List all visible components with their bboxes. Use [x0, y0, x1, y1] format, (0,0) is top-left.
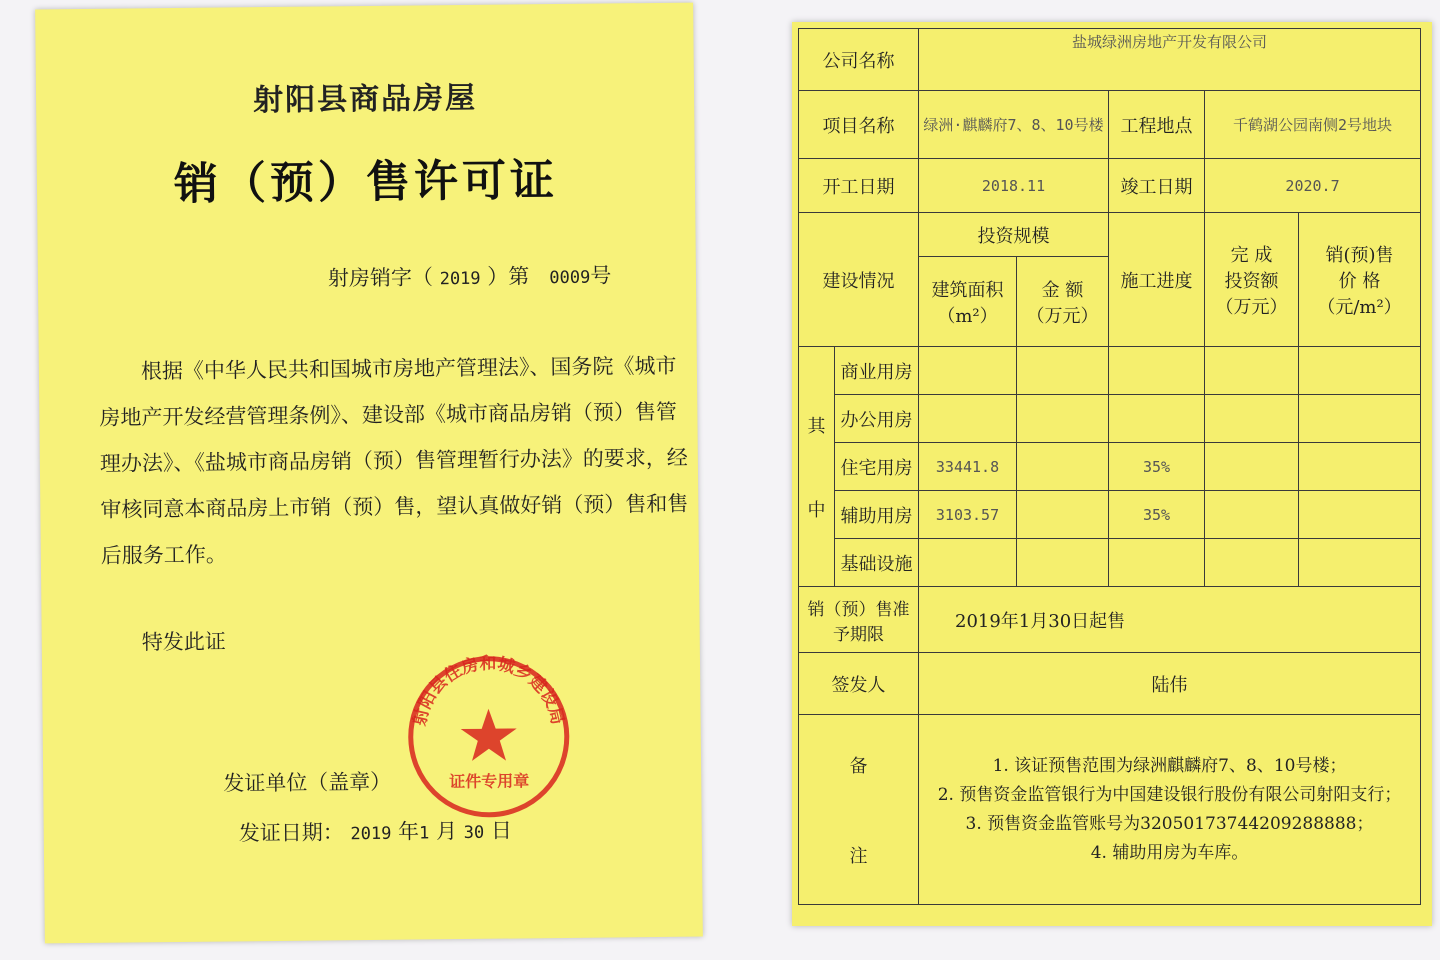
certificate-serial-number — [328, 259, 612, 292]
area-header-unit: （m²） — [937, 305, 998, 327]
seal-bottom-text: 证件专用章 — [449, 771, 530, 792]
issue-date-month: 1 — [419, 823, 430, 844]
row-done-infrastructure — [1205, 539, 1299, 587]
table-row — [799, 395, 1421, 443]
row-price-office — [1299, 395, 1421, 443]
amount-header-unit: （万元） — [1026, 305, 1099, 327]
row-area-infrastructure — [919, 539, 1017, 587]
table-row — [799, 91, 1421, 159]
row-progress-commercial — [1109, 347, 1205, 395]
row-progress-residential: 35% — [1109, 443, 1205, 491]
invest-scale-header: 投资规模 — [919, 213, 1109, 257]
done-invest-header-line1: 完 成 — [1230, 244, 1273, 266]
amount-header-label: 金 额 — [1041, 279, 1084, 301]
price-header-line1: 销(预)售 — [1325, 244, 1394, 266]
finish-date-value: 2020.7 — [1205, 159, 1421, 213]
area-header — [919, 257, 1017, 347]
table-row — [799, 539, 1421, 587]
serial-year: 2019 — [439, 268, 481, 290]
done-invest-header-line2: 投资额 — [1224, 270, 1279, 292]
certificate-body-text: 根据《中华人民共和国城市房地产管理法》、国务院《城市房地产开发经营管理条例》、建设部《城市商品房销（预）售管理办法》、《盐城市商品房销（预）售管理暂行办法》的要求，经审核同意本商品房上市销（预）售，望认真做好销（预）售和售后服务工作。 — [99, 353, 689, 568]
issue-date-day-unit: 日 — [490, 818, 513, 843]
finish-date-label: 竣工日期 — [1109, 159, 1205, 213]
row-price-commercial — [1299, 347, 1421, 395]
note-item: 1. 该证预售范围为绿洲麒麟府7、8、10号楼； — [992, 755, 1347, 776]
company-label: 公司名称 — [799, 29, 919, 91]
sale-period-value: 2019年1月30日起售 — [919, 587, 1421, 653]
certificate-title-line1: 射阳县商品房屋 — [252, 80, 478, 119]
table-row — [799, 653, 1421, 715]
table-row — [799, 29, 1421, 91]
certificate-title-line2: 销（预）售许可证 — [173, 155, 559, 211]
table-row — [799, 443, 1421, 491]
certificate-back-page — [792, 22, 1432, 926]
table-row — [799, 587, 1421, 653]
start-date-label: 开工日期 — [799, 159, 919, 213]
build-status-label: 建设情况 — [799, 213, 919, 347]
progress-header: 施工进度 — [1109, 213, 1205, 347]
row-area-residential: 33441.8 — [919, 443, 1017, 491]
row-price-residential — [1299, 443, 1421, 491]
issue-date-month-unit: 月 — [435, 819, 458, 844]
among-label-1: 其 — [807, 415, 826, 437]
note-item: 2. 预售资金监管银行为中国建设银行股份有限公司射阳支行； — [937, 784, 1402, 805]
among-label — [799, 347, 835, 587]
area-header-label: 建筑面积 — [931, 279, 1004, 301]
notes-label-2: 注 — [849, 845, 868, 867]
row-amount-infrastructure — [1017, 539, 1109, 587]
price-header-unit: （元/m²） — [1317, 296, 1402, 318]
sale-period-label: 销（预）售准予期限 — [799, 587, 919, 653]
company-value: 盐城绿洲房地产开发有限公司 — [919, 29, 1421, 91]
row-name-auxiliary: 辅助用房 — [835, 491, 919, 539]
issue-date-label: 发证日期： — [238, 820, 344, 846]
row-progress-infrastructure — [1109, 539, 1205, 587]
row-amount-commercial — [1017, 347, 1109, 395]
issuing-unit: 发证单位（盖章） — [223, 769, 392, 796]
site-label: 工程地点 — [1109, 91, 1205, 159]
issue-date-year: 2019 — [350, 823, 392, 845]
among-label-2: 中 — [807, 499, 826, 521]
serial-mid: ）第 — [487, 264, 530, 289]
seal-arc-text: 射阳县住房和城乡建设局 — [409, 653, 568, 728]
row-done-commercial — [1205, 347, 1299, 395]
table-row — [799, 213, 1421, 257]
row-done-residential — [1205, 443, 1299, 491]
price-header-line2: 价 格 — [1338, 270, 1381, 292]
price-header — [1299, 213, 1421, 347]
notes-content — [919, 715, 1421, 905]
serial-suffix: 号 — [590, 263, 612, 288]
notes-label — [799, 715, 919, 905]
row-area-office — [919, 395, 1017, 443]
table-row — [799, 715, 1421, 905]
row-amount-office — [1017, 395, 1109, 443]
site-value: 千鹤湖公园南侧2号地块 — [1205, 91, 1421, 159]
note-item: 4. 辅助用房为车库。 — [1090, 842, 1249, 863]
issue-date-year-unit: 年 — [397, 819, 420, 844]
row-name-office: 办公用房 — [835, 395, 919, 443]
amount-header — [1017, 257, 1109, 347]
issue-date-day: 30 — [463, 822, 485, 844]
row-done-office — [1205, 395, 1299, 443]
project-info-table — [798, 28, 1421, 905]
done-invest-header — [1205, 213, 1299, 347]
project-value: 绿洲·麒麟府7、8、10号楼 — [919, 91, 1109, 159]
start-date-value: 2018.11 — [919, 159, 1109, 213]
project-label: 项目名称 — [799, 91, 919, 159]
certificate-special-issue: 特发此证 — [141, 629, 226, 655]
notes-label-1: 备 — [849, 755, 868, 777]
row-amount-auxiliary — [1017, 491, 1109, 539]
row-area-auxiliary: 3103.57 — [919, 491, 1017, 539]
signer-value: 陆伟 — [919, 653, 1421, 715]
certificate-front-page — [35, 3, 703, 944]
seal-star-icon — [460, 708, 517, 761]
row-price-infrastructure — [1299, 539, 1421, 587]
serial-prefix: 射房销字（ — [327, 265, 434, 291]
row-name-commercial: 商业用房 — [835, 347, 919, 395]
row-area-commercial — [919, 347, 1017, 395]
row-amount-residential — [1017, 443, 1109, 491]
row-name-infrastructure: 基础设施 — [835, 539, 919, 587]
row-done-auxiliary — [1205, 491, 1299, 539]
serial-no: 0009 — [549, 267, 591, 289]
done-invest-header-unit: （万元） — [1215, 296, 1288, 318]
signer-label: 签发人 — [799, 653, 919, 715]
row-progress-auxiliary: 35% — [1109, 491, 1205, 539]
table-row — [799, 159, 1421, 213]
note-item: 3. 预售资金监管账号为32050173744209288888； — [965, 813, 1374, 834]
table-row — [799, 491, 1421, 539]
row-name-residential: 住宅用房 — [835, 443, 919, 491]
row-price-auxiliary — [1299, 491, 1421, 539]
table-row — [799, 347, 1421, 395]
certificate-body — [99, 343, 691, 579]
official-seal — [404, 652, 574, 822]
row-progress-office — [1109, 395, 1205, 443]
